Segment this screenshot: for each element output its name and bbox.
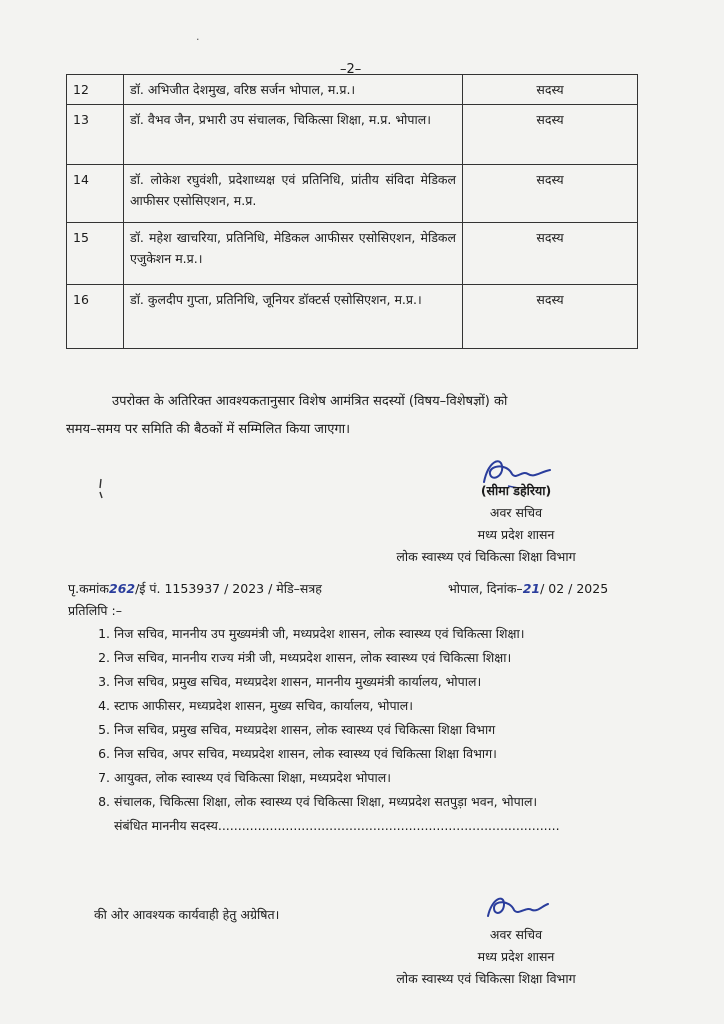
member-role: सदस्य: [463, 75, 638, 105]
table-row: [67, 165, 638, 223]
list-item: 4. स्टाफ आफीसर, मध्यप्रदेश शासन, मुख्य सचिव, कार्यालय, भोपाल।: [114, 694, 660, 717]
list-item: 1. निज सचिव, माननीय उप मुख्यमंत्री जी, मध्यप्रदेश शासन, लोक स्वास्थ्य एवं चिकित्सा शिक्षा।: [114, 622, 660, 645]
row-number: 16: [67, 285, 124, 349]
signature-icon: [482, 890, 552, 926]
signatory-department: लोक स्वास्थ्य एवं चिकित्सा शिक्षा विभाग: [396, 971, 576, 986]
table-row: [67, 105, 638, 165]
row-number: 12: [67, 75, 124, 105]
handwritten-day: 21: [522, 581, 541, 596]
date-rest: / 02 / 2025: [540, 581, 609, 596]
signature-block-2: [356, 924, 676, 990]
list-item: 8. संचालक, चिकित्सा शिक्षा, लोक स्वास्थ्य एवं चिकित्सा शिक्षा, मध्यप्रदेश सतपुड़ा भवन, भोपाल।: [114, 790, 660, 813]
copy-title: प्रतिलिपि :–: [68, 603, 122, 618]
table-row: [67, 223, 638, 285]
member-name: डॉ. कुलदीप गुप्ता, प्रतिनिधि, जूनियर डॉक्टर्स एसोसिएशन, म.प्र.।: [124, 285, 463, 349]
list-item: 6. निज सचिव, अपर सचिव, मध्यप्रदेश शासन, लोक स्वास्थ्य एवं चिकित्सा शिक्षा विभाग।: [114, 742, 660, 765]
list-item: 7. आयुक्त, लोक स्वास्थ्य एवं चिकित्सा शिक्षा, मध्यप्रदेश भोपाल।: [114, 766, 660, 789]
signatory-government: मध्य प्रदेश शासन: [477, 527, 555, 542]
row-number: 14: [67, 165, 124, 223]
signatory-name: (सीमा डहेरिया): [480, 483, 552, 498]
copy-list: [92, 622, 660, 838]
row-number: 15: [67, 223, 124, 285]
signature-block-1: [356, 480, 676, 568]
list-item: 3. निज सचिव, प्रमुख सचिव, मध्यप्रदेश शासन, माननीय मुख्यमंत्री कार्यालय, भोपाल।: [114, 670, 660, 693]
closing-line: की ओर आवश्यक कार्यवाही हेतु अग्रेषित।: [94, 907, 280, 922]
reference-prefix: पृ.कमांक: [68, 581, 109, 596]
date-prefix: भोपाल, दिनांक–: [448, 581, 523, 596]
special-invitees-paragraph: [66, 388, 640, 444]
member-role: सदस्य: [463, 285, 638, 349]
list-item: 5. निज सचिव, प्रमुख सचिव, मध्यप्रदेश शासन, लोक स्वास्थ्य एवं चिकित्सा शिक्षा विभाग: [114, 718, 660, 741]
corner-mark: .: [196, 30, 200, 43]
signatory-department: लोक स्वास्थ्य एवं चिकित्सा शिक्षा विभाग: [396, 549, 576, 564]
paragraph-line-2: समय–समय पर समिति की बैठकों में सम्मिलित किया जाएगा।: [66, 422, 351, 437]
member-role: सदस्य: [463, 105, 638, 165]
members-table: [66, 74, 638, 349]
reference-date: [448, 580, 608, 597]
reference-number: [68, 580, 322, 597]
signatory-designation: अवर सचिव: [489, 927, 543, 942]
list-item: 9. संबंधित माननीय सदस्य......................................................................................: [114, 814, 660, 837]
row-number: 13: [67, 105, 124, 165]
table-row: [67, 75, 638, 105]
pen-mark-icon: [98, 478, 104, 500]
member-role: सदस्य: [463, 165, 638, 223]
signatory-designation: अवर सचिव: [489, 505, 543, 520]
page-number: –2–: [340, 62, 362, 77]
table-row: [67, 285, 638, 349]
list-item: 2. निज सचिव, माननीय राज्य मंत्री जी, मध्यप्रदेश शासन, लोक स्वास्थ्य एवं चिकित्सा शिक्षा।: [114, 646, 660, 669]
member-name: डॉ. लोकेश रघुवंशी, प्रदेशाध्यक्ष एवं प्रतिनिधि, प्रांतीय संविदा मेडिकल आफीसर एसोसिएशन, म.प्र.: [124, 165, 463, 223]
reference-rest: /ई पं. 1153937 / 2023 / मेडि–सत्रह: [135, 581, 322, 596]
paragraph-line-1: उपरोक्त के अतिरिक्त आवश्यकतानुसार विशेष आमंत्रित सदस्यों (विषय–विशेषज्ञों) को: [112, 394, 508, 409]
member-name: डॉ. महेश खाचरिया, प्रतिनिधि, मेडिकल आफीसर एसोसिएशन, मेडिकल एजुकेशन म.प्र.।: [124, 223, 463, 285]
member-name: डॉ. वैभव जैन, प्रभारी उप संचालक, चिकित्सा शिक्षा, म.प्र. भोपाल।: [124, 105, 463, 165]
handwritten-number: 262: [109, 581, 136, 596]
member-name: डॉ. अभिजीत देशमुख, वरिष्ठ सर्जन भोपाल, म.प्र.।: [124, 75, 463, 105]
member-role: सदस्य: [463, 223, 638, 285]
signatory-government: मध्य प्रदेश शासन: [477, 949, 555, 964]
